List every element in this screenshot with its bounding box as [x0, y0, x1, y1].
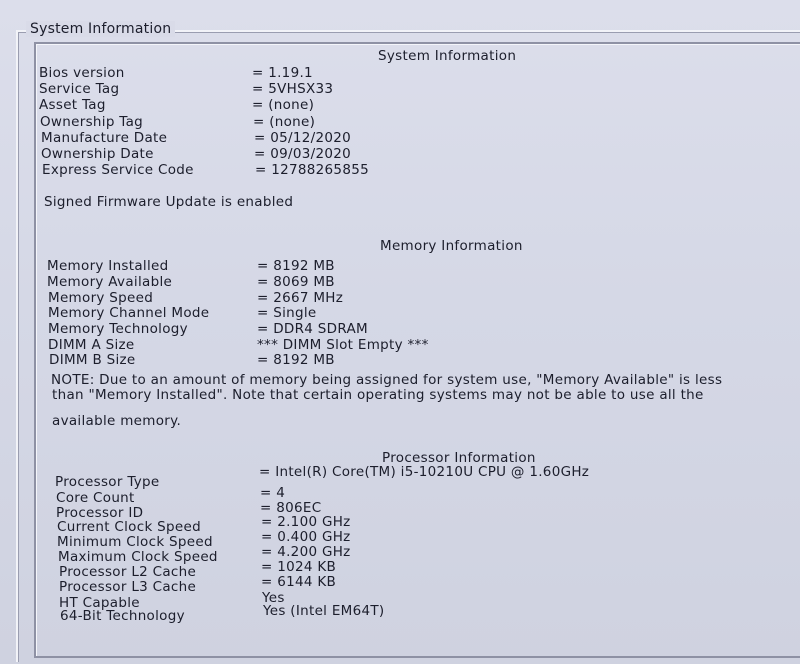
row-value: = 8192 MB [257, 258, 335, 274]
row-label: Manufacture Date [41, 130, 168, 146]
row-value: = Intel(R) Core(TM) i5-10210U CPU @ 1.60GHz [259, 464, 590, 480]
row-value: Yes (Intel EM64T) [263, 603, 385, 619]
row-value: = 4.200 GHz [261, 544, 351, 560]
processor-information-header: Processor Information [382, 450, 536, 466]
row-label: Core Count [56, 490, 135, 506]
row-value: = 0.400 GHz [261, 529, 351, 545]
row-value: = 1024 KB [261, 559, 337, 575]
system-information-header: System Information [378, 48, 517, 64]
row-label: Bios version [39, 65, 125, 81]
row-label: Memory Channel Mode [48, 305, 210, 321]
row-label: Service Tag [39, 81, 120, 97]
row-label: DIMM A Size [48, 337, 135, 353]
row-label: DIMM B Size [49, 352, 136, 368]
memory-information-header: Memory Information [380, 238, 523, 254]
row-value: = 4 [260, 485, 286, 501]
row-label: Memory Speed [48, 290, 154, 306]
row-label: Minimum Clock Speed [57, 534, 213, 550]
row-value: = 5VHSX33 [252, 81, 334, 97]
row-label: Processor Type [55, 474, 160, 490]
row-value: = 8069 MB [257, 274, 335, 290]
row-value: = 2667 MHz [257, 290, 344, 306]
row-label: Memory Installed [47, 258, 169, 274]
row-value: = 806EC [260, 500, 322, 516]
row-value: = 09/03/2020 [254, 146, 352, 162]
row-label: Processor ID [56, 505, 144, 521]
row-label: Processor L3 Cache [59, 579, 197, 595]
row-label: HT Capable [59, 595, 140, 611]
row-value: = (none) [253, 114, 316, 130]
row-label: Memory Available [47, 274, 173, 290]
row-value: = 05/12/2020 [254, 130, 352, 146]
row-value: = (none) [252, 97, 315, 113]
row-value: = 6144 KB [261, 574, 337, 590]
row-label: Maximum Clock Speed [58, 549, 218, 565]
row-label: 64-Bit Technology [60, 608, 185, 624]
row-value: = DDR4 SDRAM [257, 321, 368, 337]
row-label: Ownership Tag [40, 114, 144, 130]
row-value: = 2.100 GHz [261, 514, 351, 530]
groupbox-title: System Information [26, 21, 175, 37]
memory-note-line-2: than "Memory Installed". Note that certain operating systems may not be able to use all the [52, 387, 704, 403]
row-value: *** DIMM Slot Empty *** [257, 337, 429, 353]
row-label: Express Service Code [42, 162, 194, 178]
row-label: Processor L2 Cache [59, 564, 197, 580]
memory-note-line-1: NOTE: Due to an amount of memory being assigned for system use, "Memory Available" is less [51, 372, 723, 388]
row-label: Memory Technology [48, 321, 188, 337]
row-value: Yes [262, 590, 285, 606]
row-value: = Single [257, 305, 317, 321]
row-value: = 8192 MB [257, 352, 335, 368]
row-label: Ownership Date [41, 146, 154, 162]
row-label: Current Clock Speed [57, 519, 201, 535]
memory-note-line-3: available memory. [52, 413, 182, 429]
signed-firmware-status: Signed Firmware Update is enabled [44, 194, 294, 210]
row-value: = 1.19.1 [252, 65, 313, 81]
row-label: Asset Tag [39, 97, 106, 113]
row-value: = 12788265855 [255, 162, 369, 178]
